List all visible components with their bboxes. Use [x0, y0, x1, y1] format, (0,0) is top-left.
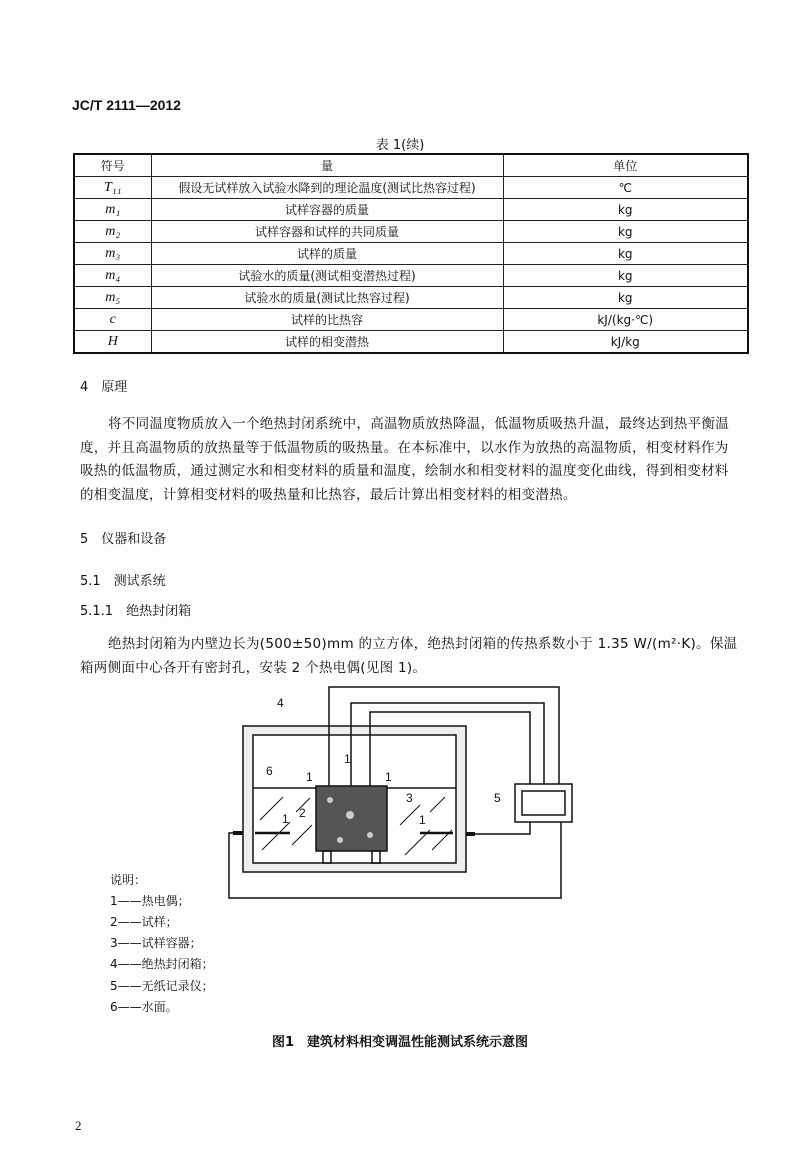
quantity-cell: 试验水的质量(测试相变潜热过程)	[151, 265, 503, 287]
quantity-cell: 试样容器的质量	[151, 199, 503, 221]
label-3: 3	[406, 791, 413, 805]
section-5-1-heading: 5.1 测试系统	[80, 574, 166, 589]
unit-cell: kg	[503, 287, 748, 309]
unit-cell: kJ/(kg·℃)	[503, 309, 748, 331]
section-4-heading: 4 原理	[80, 380, 128, 395]
symbol-cell: m₃	[74, 243, 151, 265]
label-4: 4	[277, 696, 284, 710]
label-1: 1	[344, 752, 351, 766]
paperless-recorder	[515, 784, 572, 822]
symbol-cell: m₂	[74, 221, 151, 243]
table-caption: 表 1(续)	[375, 138, 425, 153]
legend-item: 1——热电偶；	[110, 894, 190, 908]
label-5: 5	[494, 791, 501, 805]
header-cell: 单位	[503, 154, 748, 177]
symbol-cell: T₁₁	[74, 177, 151, 199]
legend-item: 5——无纸记录仪；	[110, 979, 214, 993]
label-1: 1	[306, 770, 313, 784]
legend-item: 6——水面。	[110, 1000, 178, 1014]
quantity-cell: 试样的质量	[151, 243, 503, 265]
symbol-cell: m₁	[74, 199, 151, 221]
legend-item: 2——试样；	[110, 915, 178, 929]
label-6: 6	[266, 764, 273, 778]
symbol-cell: m₄	[74, 265, 151, 287]
quantity-cell: 假设无试样放入试验水降到的理论温度(测试比热容过程)	[151, 177, 503, 199]
symbol-cell: H	[74, 331, 151, 354]
legend-title: 说明：	[110, 873, 147, 887]
section-5-1-1-heading: 5.1.1 绝热封闭箱	[80, 604, 192, 619]
quantity-cell: 试样容器和试样的共同质量	[151, 221, 503, 243]
label-1: 1	[282, 812, 289, 826]
symbol-cell: m₅	[74, 287, 151, 309]
quantity-cell: 试样的相变潜热	[151, 331, 503, 354]
unit-cell: kJ/kg	[503, 331, 748, 354]
section-5-1-1-paragraph: 绝热封闭箱为内壁边长为(500±50)mm 的立方体，绝热封闭箱的传热系数小于 1.35 W/(m²·K)。保温箱两侧面中心各开有密封孔，安装 2 个热电偶(见图 1)。	[80, 636, 738, 676]
symbol-cell: c	[74, 309, 151, 331]
unit-cell: kg	[503, 243, 748, 265]
section-5-heading: 5 仪器和设备	[80, 532, 167, 547]
label-1: 1	[385, 770, 392, 784]
legend-item: 4——绝热封闭箱；	[110, 957, 214, 971]
label-2: 2	[299, 806, 306, 820]
figure-caption: 图1 建筑材料相变调温性能测试系统示意图	[271, 1035, 529, 1050]
page-number: 2	[75, 1118, 82, 1133]
legend-item: 3——试样容器；	[110, 936, 202, 950]
header-cell: 符号	[74, 154, 151, 177]
unit-cell: kg	[503, 221, 748, 243]
unit-cell: ℃	[503, 177, 748, 199]
unit-cell: kg	[503, 265, 748, 287]
section-4-paragraph: 将不同温度物质放入一个绝热封闭系统中，高温物质放热降温，低温物质吸热升温，最终达到热平衡温度，并且高温物质的放热量等于低温物质的吸热量。在本标准中，以水作为放热的高温物质，相变材料作为吸热的低温物质，通过测定水和相变材料的质量和温度，绘制水和相变材料的温度变化曲线，得到相变材料的相变温度，计算相变材料的吸热量和比热容，最后计算出相变材料的相变潜热。	[80, 416, 729, 503]
header-cell: 量	[151, 154, 503, 177]
quantity-cell: 试验水的质量(测试比热容过程)	[151, 287, 503, 309]
unit-cell: kg	[503, 199, 748, 221]
standard-number: JC/T 2111—2012	[72, 97, 181, 113]
quantity-cell: 试样的比热容	[151, 309, 503, 331]
label-1: 1	[419, 813, 426, 827]
